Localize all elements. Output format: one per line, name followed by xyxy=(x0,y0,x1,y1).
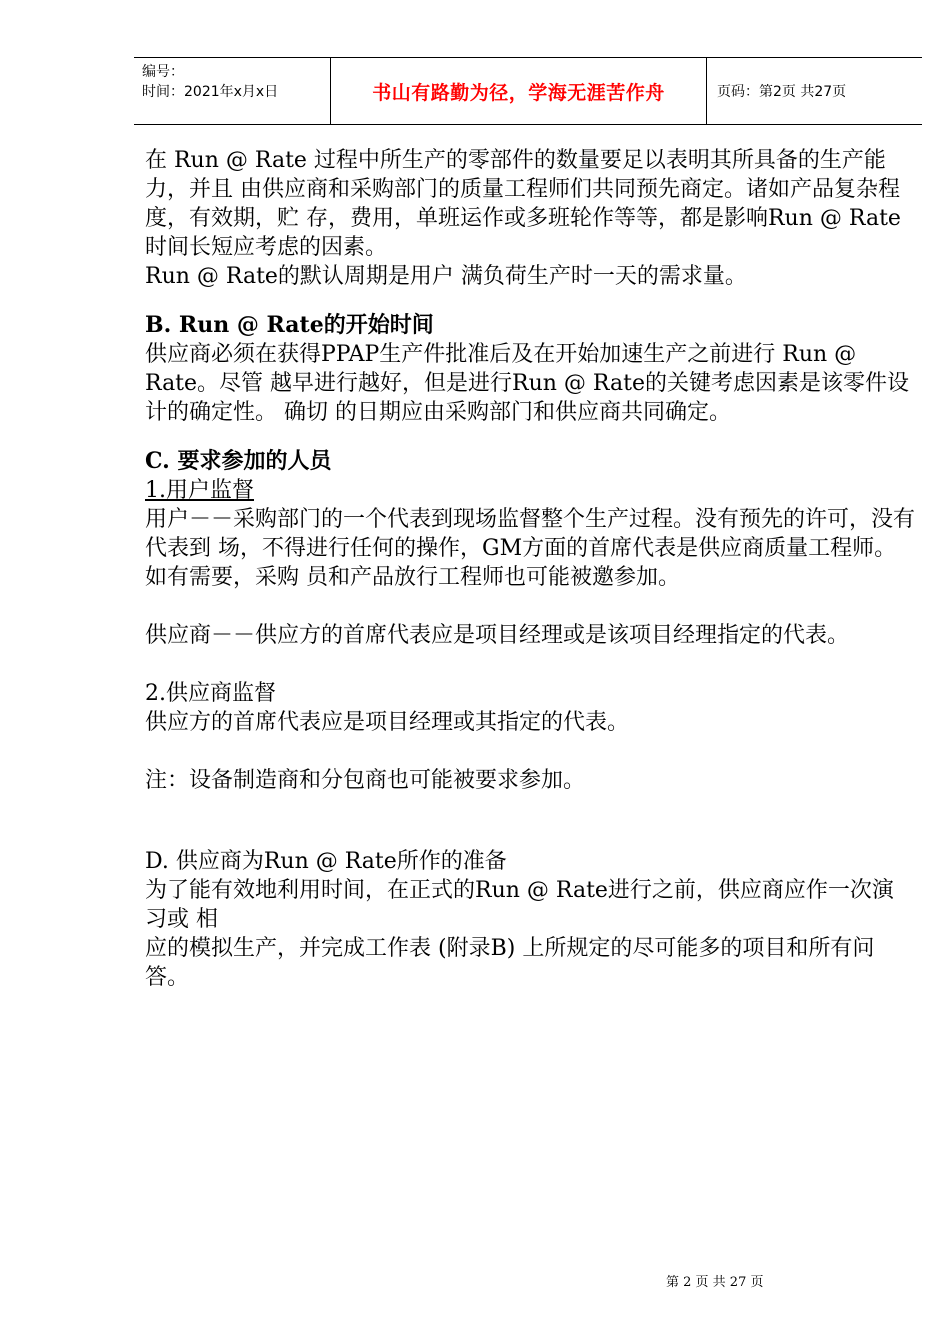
subheading-supplier-supervision: 2.供应商监督 xyxy=(145,681,276,706)
section-heading-b: B. Run @ Rate的开始时间 xyxy=(145,312,434,338)
section-heading-c: C. 要求参加的人员 xyxy=(145,448,332,474)
header-motto-cell xyxy=(331,58,707,124)
section-heading-d: D. 供应商为Run @ Rate所作的准备 xyxy=(145,849,507,874)
document-header xyxy=(134,57,922,125)
paragraph: 供应商必须在获得PPAP生产件批准后及在开始加速生产之前进行 Run @ Rate。尽管 越早进行越好，但是进行Run @ Rate的关键考虑因素是该零件设计的确定性。 确切 的日期应由采购部门和供应商共同确定。 xyxy=(145,342,909,425)
header-date-label: 时间：2021年x月x日 xyxy=(142,84,279,100)
paragraph: 在 Run @ Rate 过程中所生产的零部件的数量要足以表明其所具备的生产能力，并且 由供应商和采购部门的质量工程师们共同预先商定。诸如产品复杂程度，有效期，贮 存，费用，单班运作或多班轮作等等，都是影响Run @ Rate时间长短应考虑的因素。 xyxy=(145,148,901,260)
note: 注：设备制造商和分包商也可能被要求参加。 xyxy=(145,768,586,793)
page-footer: 第 2 页 共 27 页 xyxy=(666,1275,764,1290)
header-page-label: 页码：第2页 共27页 xyxy=(717,84,847,100)
subheading-user-supervision: 1.用户监督 xyxy=(145,478,254,503)
header-motto: 书山有路勤为径，学海无涯苦作舟 xyxy=(372,81,665,104)
header-page-cell xyxy=(707,58,922,124)
paragraph: 用户－－采购部门的一个代表到现场监督整个生产过程。没有预先的许可，没有代表到 场，不得进行任何的操作，GM方面的首席代表是供应商质量工程师。如有需要，采购 员和产品放行工程师也可能被邀参加。 xyxy=(145,507,916,590)
header-number-label: 编号： xyxy=(142,64,184,80)
paragraph: Run @ Rate的默认周期是用户 满负荷生产时一天的需求量。 xyxy=(145,264,747,289)
paragraph: 供应商－－供应方的首席代表应是项目经理或是该项目经理指定的代表。 xyxy=(145,623,850,648)
document-body xyxy=(145,146,915,992)
header-meta xyxy=(134,58,331,124)
paragraph: 供应方的首席代表应是项目经理或其指定的代表。 xyxy=(145,710,630,735)
paragraph: 应的模拟生产，并完成工作表 (附录B) 上所规定的尽可能多的项目和所有问答。 xyxy=(145,936,875,990)
paragraph: 为了能有效地利用时间，在正式的Run @ Rate进行之前，供应商应作一次演习或 相 xyxy=(145,878,894,932)
